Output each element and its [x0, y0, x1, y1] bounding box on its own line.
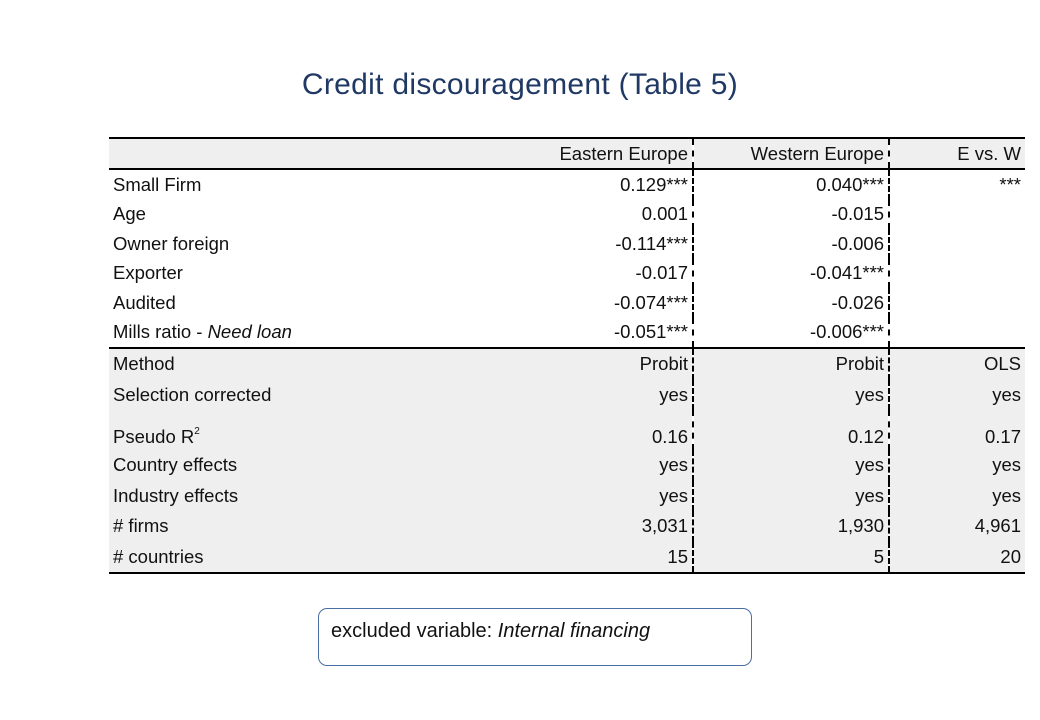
cell-e-vs-w: 20 — [889, 542, 1025, 574]
cell-e-vs-w: *** — [999, 173, 1021, 195]
cell-e-vs-w: 4,961 — [889, 511, 1025, 542]
table-row — [109, 200, 1025, 230]
cell-western: -0.006*** — [693, 318, 889, 349]
table-row — [109, 410, 1025, 450]
table-row — [109, 288, 1025, 318]
row-label: # firms — [109, 511, 475, 542]
cell-western: 5 — [693, 542, 889, 574]
row-label: Audited — [113, 291, 176, 313]
row-label: Method — [109, 348, 475, 380]
row-label: Pseudo $R^2$ — [109, 410, 475, 450]
note-italic: Internal financing — [497, 620, 651, 642]
table-row — [109, 169, 1025, 200]
cell-eastern: -0.114*** — [475, 229, 693, 259]
note-prefix: excluded variable: — [331, 620, 498, 642]
table-row — [109, 450, 1025, 481]
table-row — [109, 542, 1025, 574]
excluded-variable-note — [318, 608, 752, 666]
cell-e-vs-w: OLS — [889, 348, 1025, 380]
table-row — [109, 511, 1025, 542]
row-label: Mills ratio - Need loan — [113, 321, 292, 343]
table-row — [109, 380, 1025, 411]
row-label: Age — [113, 203, 146, 225]
row-label: Owner foreign — [113, 232, 230, 254]
cell-eastern: Probit — [475, 348, 693, 380]
cell-e-vs-w: yes — [889, 380, 1025, 411]
cell-eastern: yes — [475, 450, 693, 481]
cell-western: yes — [693, 380, 889, 411]
cell-eastern: 0.16 — [475, 410, 693, 450]
cell-western: 1,930 — [693, 511, 889, 542]
cell-eastern: 3,031 — [475, 511, 693, 542]
cell-e-vs-w — [889, 259, 1025, 289]
cell-eastern: -0.074*** — [475, 288, 693, 318]
table-row — [109, 259, 1025, 289]
cell-eastern: -0.017 — [475, 259, 693, 289]
cell-e-vs-w — [889, 318, 1025, 349]
cell-western: 0.040*** — [693, 169, 889, 200]
cell-eastern: yes — [475, 481, 693, 512]
row-label: Small Firm — [113, 173, 202, 195]
cell-e-vs-w — [889, 200, 1025, 230]
cell-western: -0.026 — [693, 288, 889, 318]
superscript-2: 2 — [194, 426, 200, 437]
cell-western: -0.006 — [693, 229, 889, 259]
cell-western: yes — [693, 481, 889, 512]
header-eastern-europe: Eastern Europe — [475, 138, 693, 169]
cell-e-vs-w: 0.17 — [889, 410, 1025, 450]
cell-western: yes — [693, 450, 889, 481]
table-row — [109, 229, 1025, 259]
cell-e-vs-w: yes — [889, 481, 1025, 512]
cell-eastern: yes — [475, 380, 693, 411]
header-cell-blank — [109, 138, 475, 169]
cell-e-vs-w: yes — [889, 450, 1025, 481]
row-label: Exporter — [113, 262, 183, 284]
cell-eastern: 15 — [475, 542, 693, 574]
table-header-row — [109, 138, 1025, 169]
cell-eastern: -0.051*** — [475, 318, 693, 349]
table-row — [109, 318, 1025, 349]
cell-e-vs-w — [889, 229, 1025, 259]
cell-eastern: 0.129*** — [475, 169, 693, 200]
cell-eastern: 0.001 — [475, 200, 693, 230]
cell-western: Probit — [693, 348, 889, 380]
row-label: Selection corrected — [109, 380, 475, 411]
cell-western: -0.015 — [693, 200, 889, 230]
header-e-vs-w: E vs. W — [889, 138, 1025, 169]
table-row — [109, 348, 1025, 380]
results-table — [109, 137, 1025, 574]
page-title: Credit discouragement (Table 5) — [301, 68, 739, 101]
table-row — [109, 481, 1025, 512]
cell-western: 0.12 — [693, 410, 889, 450]
cell-western: -0.041*** — [693, 259, 889, 289]
cell-e-vs-w — [889, 288, 1025, 318]
row-label: Country effects — [109, 450, 475, 481]
row-label: # countries — [109, 542, 475, 574]
row-label: Industry effects — [109, 481, 475, 512]
header-western-europe: Western Europe — [693, 138, 889, 169]
